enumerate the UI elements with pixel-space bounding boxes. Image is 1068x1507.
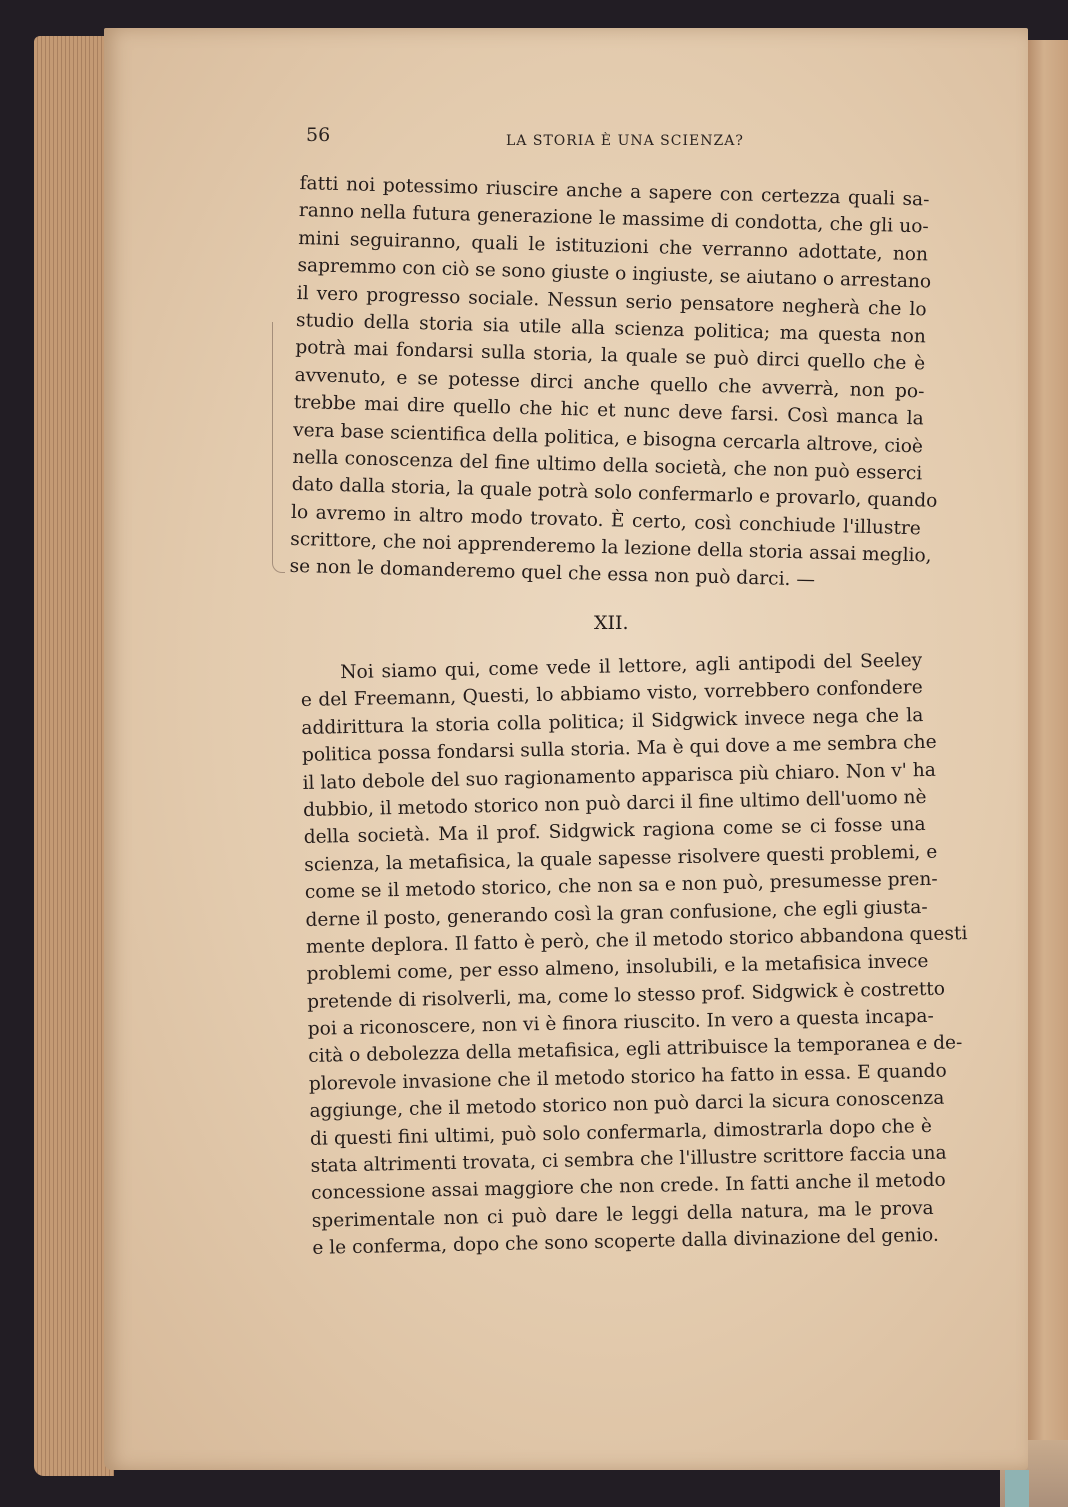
text-line: il vero progresso sociale. Nessun serio pensatore negherà che lo <box>296 282 927 321</box>
facing-page-edge <box>1028 40 1068 1480</box>
text-line: se non le domanderemo quel che essa non può darci. — <box>289 556 816 592</box>
text-line: lo avremo in altro modo trovato. È certo, così conchiude l'illustre <box>290 501 922 540</box>
text-line: scrittore, che noi apprenderemo la lezione della storia assai meglio, <box>290 528 932 567</box>
text-line: plorevole invasione che il metodo storico ha fatto in essa. E quando <box>308 1060 947 1095</box>
text-line: trebbe mai dire quello che hic et nunc deve farsi. Così manca la <box>293 392 924 430</box>
text-line: potrà mai fondarsi sulla storia, la quale se può dirci quello che è <box>295 337 926 375</box>
bookmark-ribbon <box>1005 1470 1029 1507</box>
running-title: LA STORIA È UNA SCIENZA? <box>506 133 744 149</box>
text-line: pretende di risolverli, ma, come lo stesso prof. Sidgwick è costretto <box>306 978 946 1013</box>
text-line: poi a riconoscere, non vi è finora riuscito. In vero a questa incapa- <box>307 1005 935 1040</box>
paragraph-2 <box>300 647 968 1262</box>
text-line: aggiunge, che il metodo storico non può darci la sicura conoscenza <box>309 1087 945 1123</box>
text-line: problemi come, per esso almeno, insolubili, e la metafisica invece <box>306 951 929 986</box>
paragraph-1 <box>289 170 938 597</box>
text-line: Noi siamo qui, come vede il lettore, agli antipodi del Seeley <box>340 649 923 684</box>
margin-pencil-mark <box>272 322 285 573</box>
page-edges <box>34 36 114 1476</box>
text-line: politica possa fondarsi sulla storia. Ma è qui dove a me sembra che <box>301 731 937 767</box>
text-line: fatti noi potessimo riuscire anche a sapere con certezza quali sa- <box>299 172 930 211</box>
text-line: sapremmo con ciò se sono giuste o ingiuste, se aiutano o arrestano <box>297 255 932 293</box>
text-line: mini seguiranno, quali le istituzioni che verranno adottate, non <box>297 227 929 266</box>
text-line: della società. Ma il prof. Sidgwick ragiona come se ci fosse una <box>303 814 926 849</box>
text-line: nella conoscenza del fine ultimo della società, che non può esserci <box>292 446 923 485</box>
text-line: stata altrimenti trovata, ci sembra che l'illustre scrittore faccia una <box>310 1142 947 1177</box>
section-heading: XII. <box>594 612 629 634</box>
text-line: mente deplora. Il fatto è però, che il metodo storico abbandona questi <box>305 922 968 958</box>
text-line: dubbio, il metodo storico non può darci il fine ultimo dell'uomo nè <box>302 786 927 821</box>
text-line: avvenuto, e se potesse dirci anche quello che avverrà, non po- <box>294 364 925 403</box>
text-line: sperimentale non ci può dare le leggi della natura, ma le prova <box>311 1197 934 1232</box>
text-line: concessione assai maggiore che non crede. In fatti anche il metodo <box>310 1170 946 1205</box>
text-line: scienza, la metafisica, la quale sapesse risolvere questi problemi, e <box>304 841 938 876</box>
text-line: di questi fini ultimi, può solo confermarla, dimostrarla dopo che è <box>309 1115 933 1150</box>
text-line: il lato debole del suo ragionamento apparisca più chiaro. Non v' ha <box>302 759 937 794</box>
text-line: e del Freemann, Questi, lo abbiamo visto, vorrebbero confondere <box>300 677 923 712</box>
text-line: studio della storia sia utile alla scienza politica; ma questa non <box>295 309 927 348</box>
text-line: ranno nella futura generazione le massime di condotta, che gli uo- <box>298 200 929 238</box>
text-line: dato dalla storia, la quale potrà solo confermarlo e provarlo, quando <box>291 474 938 513</box>
text-line: vera base scientifica della politica, e bisogna cercarla altrove, cioè <box>292 419 924 457</box>
text-line: cità o debolezza della metafisica, egli attribuisce la temporanea e de- <box>308 1032 963 1068</box>
text-line: derne il posto, generando così la gran confusione, che egli giusta- <box>305 896 928 931</box>
page-number: 56 <box>306 124 331 146</box>
text-line: e le conferma, dopo che sono scoperte dalla divinazione del genio. <box>312 1224 940 1260</box>
text-line: addirittura la storia colla politica; il Sidgwick invece nega che la <box>301 704 924 739</box>
text-line: come se il metodo storico, che non sa e non può, presumesse pren- <box>304 868 938 904</box>
